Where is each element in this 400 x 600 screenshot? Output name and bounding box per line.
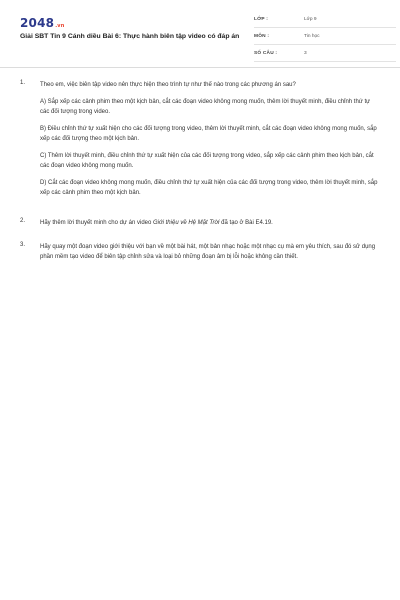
header-divider [0, 67, 400, 68]
logo-tld: .vn [55, 23, 65, 29]
logo-main: 2048 [20, 16, 55, 30]
question-text: Theo em, việc biên tập video nên thực hiện theo trình tự như thế nào trong các phương án sau? [40, 82, 296, 88]
document-header [20, 14, 380, 62]
option-d: D) Cắt các đoạn video không mong muốn, điều chỉnh thứ tự xuất hiện của các đối tượng trong video, thêm lời thuyết minh, sắp xếp các cảnh phim theo một kịch bản. [40, 180, 378, 196]
meta-value-count: 3 [304, 51, 307, 56]
meta-value-subject: Tin học [304, 34, 320, 39]
question-number: 2. [20, 218, 26, 224]
question-text [40, 218, 380, 228]
option-a: A) Sắp xếp các cảnh phim theo một kịch bản, cắt các đoạn video không mong muốn, thêm lời thuyết minh, điều chỉnh thứ tự các đối tượng trong video. [40, 99, 371, 115]
meta-row-count [254, 48, 396, 62]
option-b: B) Điều chỉnh thứ tự xuất hiện cho các đối tượng trong video, thêm lời thuyết minh, cắt các đoạn video không mong muốn, sắp xếp các đối tượng theo một kịch bản. [40, 126, 377, 142]
question-list [20, 80, 380, 274]
question-number: 3. [20, 242, 26, 248]
question-2 [20, 218, 380, 228]
page-title: Giải SBT Tin 9 Cánh diều Bài 6: Thực hành biên tập video có đáp án [20, 33, 240, 40]
meta-value-class: Lớp 9 [304, 17, 317, 22]
meta-row-class [254, 14, 396, 28]
question-text-italic: Giới thiệu về Hệ Mặt Trời [153, 220, 220, 226]
meta-label-count: SỐ CÂU : [254, 51, 278, 56]
option-c: C) Thêm lời thuyết minh, điều chỉnh thứ tự xuất hiện của các đối tượng trong video, sắp xếp các cảnh phim theo kịch bản, cắt các đoạn video không mong muốn. [40, 153, 374, 169]
question-text-after: đã tạo ở Bài E4.19. [219, 220, 273, 226]
meta-table [254, 14, 396, 65]
site-logo[interactable] [20, 16, 65, 30]
meta-label-class: LỚP : [254, 17, 269, 22]
meta-label-subject: MÔN : [254, 34, 270, 39]
question-3 [20, 242, 380, 262]
meta-row-subject [254, 31, 396, 45]
question-1 [20, 80, 380, 198]
question-text: Hãy quay một đoạn video giới thiệu với bạn về một bài hát, một bản nhạc hoặc một nhạc cụ mà em yêu thích, sau đó sử dụng phần mềm tạo video để biên tập chỉnh sửa và loại bỏ những đoạn âm bị lỗi hoặc không cần thiết. [40, 244, 376, 260]
question-text-before: Hãy thêm lời thuyết minh cho dự án video [40, 220, 154, 226]
question-number: 1. [20, 80, 26, 86]
